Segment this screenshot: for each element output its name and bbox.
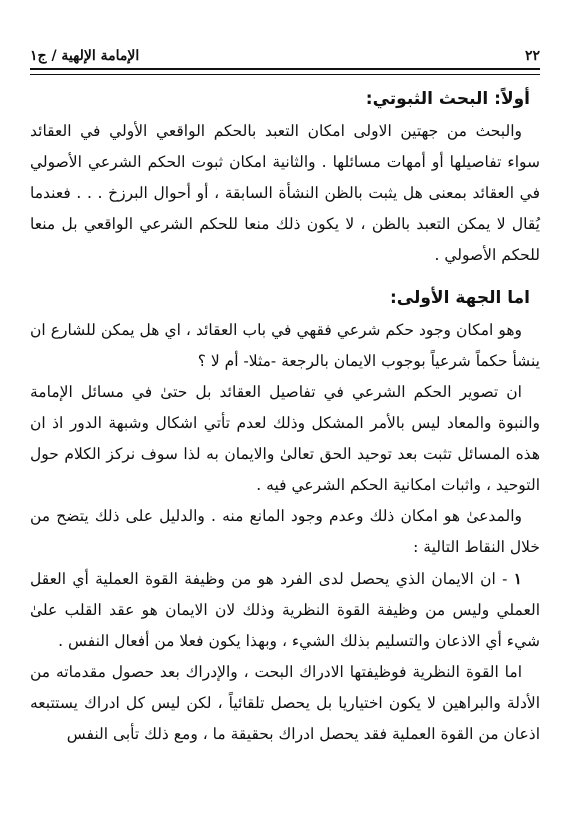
section-heading-1: أولاً: البحث الثبوتي: (365, 89, 530, 109)
section-heading-2: اما الجهة الأولى: (389, 288, 530, 308)
page-header (30, 40, 540, 64)
paragraph-4: والمدعىٰ هو امكان ذلك وعدم وجود المانع منه . والدليل على ذلك يتضح من خلال النقاط التالية : (30, 507, 540, 556)
page-number: ٢٢ (524, 48, 540, 64)
header-rule (30, 68, 540, 75)
page-body (30, 80, 540, 750)
paragraph-1: والبحث من جهتين الاولى امكان التعبد بالحكم الواقعي الأولي في العقائد سواء تفاصيلها أو أمهات مسائلها . والثانية امكان ثبوت الحكم الشرعي الأصولي في العقائد بمعنى هل يثبت بالظن النشأة السابقة ، أو أحوال البرزخ . . . فعندما يُقال لا يمكن التعبد بالظن ، لا يكون ذلك منعا للحكم الشرعي الواقعي بل منعا للحكم الأصولي . (30, 122, 540, 264)
paragraph-2: وهو امكان وجود حكم شرعي فقهي في باب العقائد ، اي هل يمكن للشارع ان ينشأ حكماً شرعياً بوجوب الايمان بالرجعة -مثلا- أم لا ؟ (30, 321, 540, 370)
point-text: - ان الايمان الذي يحصل لدى الفرد هو من وظيفة القوة العملية أي العقل العملي وليس من وظيفة القوة النظرية وذلك لان الايمان هو عقد القلب علىٰ شيء أي الاذعان والتسليم بذلك الشيء ، وبهذا يكون فعلا من أفعال النفس . (30, 570, 540, 650)
running-title: الإمامة الإلهية / ج١ (30, 48, 140, 64)
paragraph-3: ان تصوير الحكم الشرعي في تفاصيل العقائد بل حتىٰ في مسائل الإمامة والنبوة والمعاد ليس بالأمر المشكل وذلك لعدم تأتي اشكال وشبهة الدور اذ ان هذه المسائل تثبت بعد توحيد الحق تعالىٰ والايمان به لذا سوف نركز الكلام حول التوحيد ، واثبات امكانية الحكم الشرعي فيه . (30, 383, 540, 494)
point-number: ١ (513, 569, 522, 588)
paragraph-6: اما القوة النظرية فوظيفتها الادراك البحت ، والإدراك بعد حصول مقدماته من الأدلة والبراهين لا يكون اختياريا بل يحصل تلقائياً ، لكن ليس كل ادراك يستتبعه اذعان من القوة العملية فقد يحصل ادراك بحقيقة ما ، ومع ذلك تأبى النفس (30, 663, 540, 743)
paragraph-5 (30, 563, 540, 657)
